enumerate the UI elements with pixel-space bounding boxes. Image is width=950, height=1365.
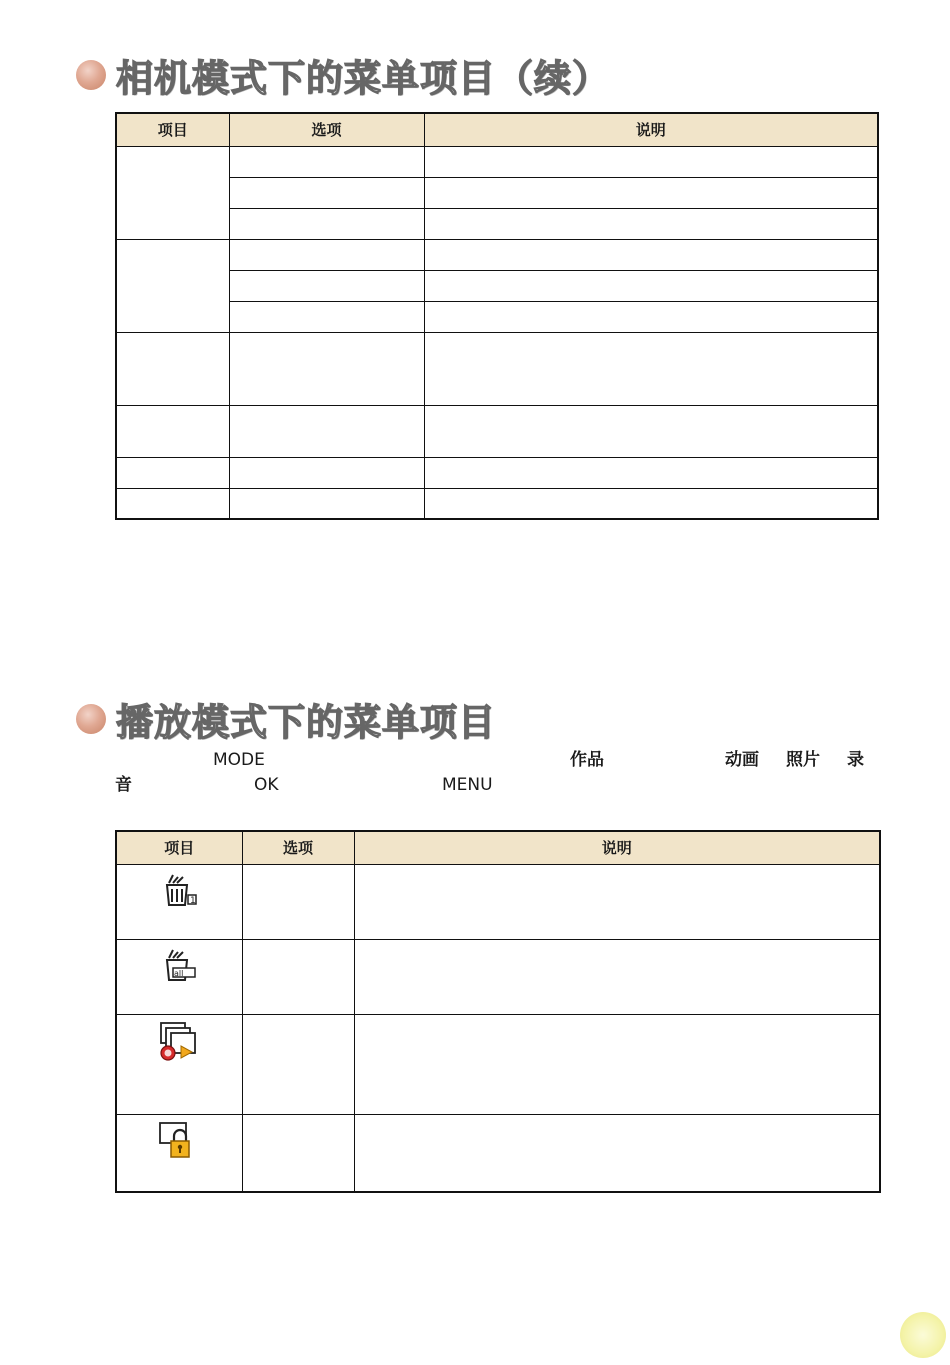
delete-one-icon xyxy=(159,871,199,911)
mode-keyword: MODE xyxy=(213,750,265,770)
option-cell xyxy=(242,1014,354,1114)
camera-menu-table xyxy=(115,112,879,520)
item-cell xyxy=(116,1014,242,1114)
protect-lock-icon xyxy=(157,1121,201,1165)
rec-keyword-1: 录 xyxy=(847,750,864,770)
option-cell xyxy=(229,405,424,457)
table-row xyxy=(116,332,878,405)
table-row xyxy=(116,270,878,301)
item-cell xyxy=(116,457,229,488)
option-cell xyxy=(229,301,424,332)
option-cell xyxy=(229,332,424,405)
svg-text:1: 1 xyxy=(190,895,196,906)
option-cell xyxy=(229,270,424,301)
delete-all-icon xyxy=(159,946,199,986)
item-cell xyxy=(116,939,242,1014)
desc-cell xyxy=(424,177,878,208)
table-row xyxy=(116,1114,880,1192)
table-row xyxy=(116,939,880,1014)
option-cell xyxy=(229,488,424,519)
option-cell xyxy=(229,208,424,239)
item-cell xyxy=(116,239,229,332)
table-row xyxy=(116,177,878,208)
desc-cell xyxy=(424,270,878,301)
works-keyword: 作品 xyxy=(570,750,604,770)
table-row xyxy=(116,405,878,457)
anim-keyword: 动画 xyxy=(725,750,759,770)
option-cell xyxy=(229,457,424,488)
table-row xyxy=(116,457,878,488)
desc-cell xyxy=(424,301,878,332)
desc-cell xyxy=(424,405,878,457)
desc-cell xyxy=(424,239,878,270)
desc-cell xyxy=(354,864,880,939)
table-row xyxy=(116,239,878,270)
option-cell xyxy=(229,177,424,208)
col-header-item: 项目 xyxy=(116,113,229,146)
table-row xyxy=(116,301,878,332)
section-title: 播放模式下的菜单项目 xyxy=(116,701,496,744)
page-number-marker xyxy=(900,1312,946,1358)
section-title-camera xyxy=(76,48,610,102)
title-bullet xyxy=(76,60,106,90)
table-row xyxy=(116,864,880,939)
item-cell xyxy=(116,488,229,519)
menu-keyword: MENU xyxy=(442,775,493,795)
desc-cell xyxy=(424,332,878,405)
col-header-option: 选项 xyxy=(242,831,354,864)
item-cell xyxy=(116,405,229,457)
option-cell xyxy=(242,939,354,1014)
option-cell xyxy=(229,146,424,177)
option-cell xyxy=(242,864,354,939)
desc-cell xyxy=(424,208,878,239)
desc-cell xyxy=(424,488,878,519)
desc-cell xyxy=(354,1014,880,1114)
desc-cell xyxy=(354,939,880,1014)
item-cell xyxy=(116,146,229,239)
col-header-desc: 说明 xyxy=(424,113,878,146)
svg-text:all: all xyxy=(174,968,184,978)
item-cell xyxy=(116,864,242,939)
page-title: 相机模式下的菜单项目（续） xyxy=(116,57,610,100)
playback-menu-table xyxy=(115,830,881,1193)
slideshow-icon xyxy=(157,1021,201,1065)
title-bullet xyxy=(76,704,106,734)
table-row xyxy=(116,488,878,519)
option-cell xyxy=(229,239,424,270)
desc-cell xyxy=(424,457,878,488)
item-cell xyxy=(116,1114,242,1192)
option-cell xyxy=(242,1114,354,1192)
rec-keyword-2: 音 xyxy=(115,775,132,795)
desc-cell xyxy=(354,1114,880,1192)
table-row xyxy=(116,1014,880,1114)
table-row xyxy=(116,208,878,239)
photo-keyword: 照片 xyxy=(786,750,820,770)
desc-cell xyxy=(424,146,878,177)
section-title-playback xyxy=(76,692,496,746)
col-header-desc: 说明 xyxy=(354,831,880,864)
item-cell xyxy=(116,332,229,405)
col-header-item: 项目 xyxy=(116,831,242,864)
ok-keyword: OK xyxy=(254,775,279,795)
table-row xyxy=(116,146,878,177)
col-header-option: 选项 xyxy=(229,113,424,146)
